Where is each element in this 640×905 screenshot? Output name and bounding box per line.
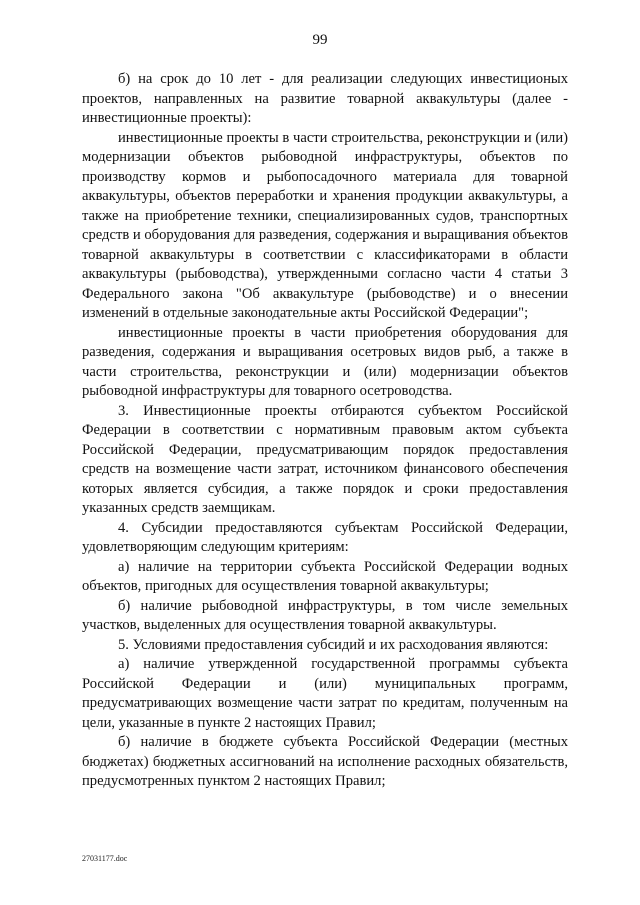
paragraph-4b-infrastructure: б) наличие рыбоводной инфраструктуры, в том числе земельных участков, выделенных для осуществления товарной аквакультуры. — [82, 597, 568, 633]
paragraph-sturgeon-projects: инвестиционные проекты в части приобретения оборудования для разведения, содержания и выращивания осетровых видов рыб, а также в части строительства, реконструкции и (или) модернизации объектов рыбоводной инфраструктуры для товарного осетроводства. — [82, 324, 568, 399]
paragraph-5a-state-program: а) наличие утвержденной государственной программы субъекта Российской Федерации и (или) муниципальных программ, предусматривающих возмещение части затрат по кредитам, полученным на цели, указанные в пункте 2 настоящих Правил; — [82, 656, 568, 731]
document-body — [82, 70, 568, 792]
footer-document-code: 27031177.doc — [82, 854, 128, 863]
paragraph-3-selection: 3. Инвестиционные проекты отбираются субъектом Российской Федерации в соответствии с нормативным правовым актом субъекта Российской Федерации, предусматривающим порядок предоставления средств на возмещение части затрат, источником финансового обеспечения которых является субсидия, а также порядок и сроки предоставления указанных средств заемщикам. — [82, 402, 568, 516]
paragraph-4-criteria: 4. Субсидии предоставляются субъектам Российской Федерации, удовлетворяющим следующим критериям: — [82, 519, 568, 555]
paragraph-infrastructure-projects: инвестиционные проекты в части строительства, реконструкции и (или) модернизации объектов рыбоводной инфраструктуры, объектов по производству кормов и рыбопосадочного материала для товарной аквакультуры, объектов переработки и хранения продукции аквакультуры, а также на приобретение техники, специализированных судов, транспортных средств и оборудования для разведения, содержания и выращивания объектов товарной аквакультуры в соответствии с классификаторами в области аквакультуры (рыбоводства), утвержденными согласно части 4 статьи 3 Федерального закона "Об аквакультуре (рыбоводстве) и о внесении изменений в отдельные законодательные акты Российской Федерации"; — [82, 129, 568, 321]
paragraph-1b-investment-projects: б) на срок до 10 лет - для реализации следующих инвестиционых проектов, направленных на развитие товарной аквакультуры (далее - инвестиционные проекты): — [82, 71, 568, 126]
paragraph-5-conditions: 5. Условиями предоставления субсидий и их расходования являются: — [118, 636, 549, 653]
page-number: 99 — [312, 32, 328, 48]
paragraph-5b-budget: б) наличие в бюджете субъекта Российской Федерации (местных бюджетах) бюджетных ассигнований на исполнение расходных обязательств, предусмотренных пунктом 2 настоящих Правил; — [82, 734, 568, 789]
paragraph-4a-water-objects: а) наличие на территории субъекта Российской Федерации водных объектов, пригодных для осуществления товарной аквакультуры; — [82, 558, 568, 594]
